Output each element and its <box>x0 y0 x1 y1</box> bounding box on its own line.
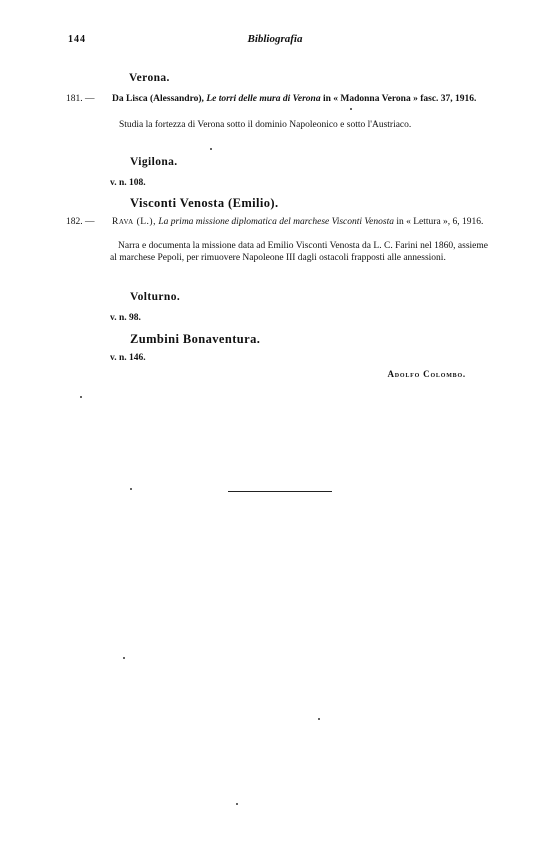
section-heading-vigilona: Vigilona. <box>130 156 178 168</box>
section-heading-verona: Verona. <box>129 72 170 84</box>
scan-speck <box>350 108 352 110</box>
scan-speck <box>236 803 238 805</box>
scan-speck <box>123 657 125 659</box>
running-title: Bibliografia <box>247 33 303 45</box>
entry-note-181: Studia la fortezza di Verona sotto il dominio Napoleonico e sotto l'Austriaco. <box>119 120 412 130</box>
author-signature: Adolfo Colombo. <box>387 369 466 379</box>
page-number: 144 <box>68 34 86 45</box>
entry-number: 182. — <box>66 217 95 227</box>
entry-issue: fasc. 37, 1916. <box>420 94 477 104</box>
cross-reference-zumbini: v. n. 146. <box>110 353 146 363</box>
entry-title: La prima missione diplomatica del marchese Visconti Venosta <box>158 217 394 227</box>
entry-journal: in « Madonna Verona » <box>322 94 418 104</box>
scan-speck <box>318 718 320 720</box>
entry-author: Rava (L.), <box>112 217 156 227</box>
entry-journal: in « Lettura », <box>396 217 451 227</box>
entry-note-182: Narra e documenta la missione data ad Emilio Visconti Venosta da L. C. Farini nel 1860, assieme al marchese Pepoli, per rimuovere Napoleone III dagli ostacoli frapposti alle annessioni. <box>110 241 488 263</box>
cross-reference-vigilona: v. n. 108. <box>110 178 146 188</box>
entry-number: 181. — <box>66 94 95 104</box>
cross-reference-volturno: v. n. 98. <box>110 313 141 323</box>
section-heading-visconti-venosta: Visconti Venosta (Emilio). <box>130 196 279 210</box>
scan-speck <box>80 396 82 398</box>
entry-182 <box>66 217 550 241</box>
section-heading-volturno: Volturno. <box>130 291 181 303</box>
entry-issue: 6, 1916. <box>452 217 484 227</box>
scan-speck <box>210 148 212 150</box>
entry-author: Da Lisca (Alessandro), <box>112 94 204 104</box>
end-rule <box>228 491 332 492</box>
scan-speck <box>130 488 132 490</box>
entry-citation <box>112 94 550 106</box>
section-heading-zumbini-bonaventura: Zumbini Bonaventura. <box>130 332 261 346</box>
entry-title: Le torri delle mura di Verona <box>206 94 321 104</box>
entry-citation <box>112 217 550 229</box>
